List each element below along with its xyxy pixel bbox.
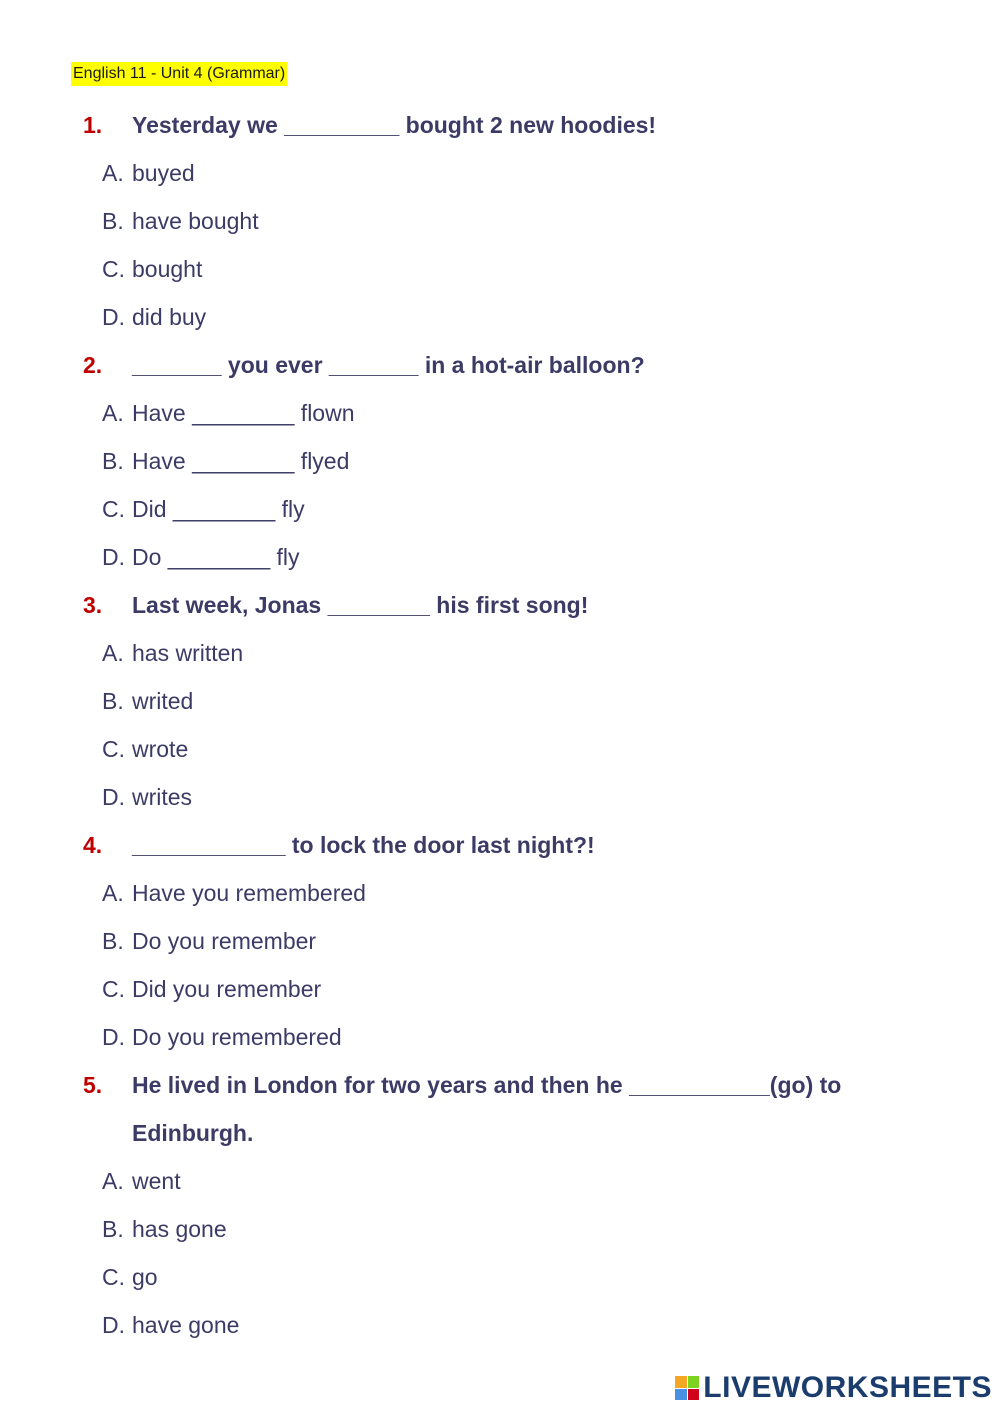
worksheet-title: English 11 - Unit 4 (Grammar): [71, 62, 287, 86]
question-text: _______ you ever _______ in a hot-air balloon?: [132, 352, 645, 378]
option-text[interactable]: Did ________ fly: [132, 496, 305, 522]
option-text[interactable]: wrote: [132, 736, 189, 762]
liveworksheets-logo: [675, 1371, 992, 1405]
option-letter: C.: [102, 976, 125, 1002]
option-text[interactable]: Do you remember: [132, 928, 317, 954]
option-letter: C.: [102, 496, 125, 522]
option-letter: B.: [102, 208, 124, 234]
question-number: 1.: [83, 112, 103, 138]
option-letter: A.: [102, 640, 124, 666]
option-letter: C.: [102, 256, 125, 282]
option-letter: C.: [102, 736, 125, 762]
option-letter: B.: [102, 688, 124, 714]
option-letter: A.: [102, 1168, 124, 1194]
question-number: 2.: [83, 352, 103, 378]
option-text[interactable]: Do ________ fly: [132, 544, 300, 570]
question-text: Last week, Jonas ________ his first song!: [132, 592, 589, 618]
question-number: 3.: [83, 592, 103, 618]
option-text[interactable]: Have ________ flown: [132, 400, 355, 426]
option-text[interactable]: writes: [132, 784, 193, 810]
option-text[interactable]: Do you remembered: [132, 1024, 342, 1050]
question-number: 5.: [83, 1072, 103, 1098]
question-text: ____________ to lock the door last night?!: [132, 832, 595, 858]
option-text[interactable]: go: [132, 1264, 158, 1290]
option-letter: D.: [102, 544, 125, 570]
option-text[interactable]: have gone: [132, 1312, 240, 1338]
option-text[interactable]: Did you remember: [132, 976, 322, 1002]
option-text[interactable]: Have ________ flyed: [132, 448, 350, 474]
option-letter: B.: [102, 1216, 124, 1242]
question-text-continued: Edinburgh.: [132, 1120, 254, 1146]
option-text[interactable]: writed: [132, 688, 194, 714]
option-letter: B.: [102, 448, 124, 474]
option-text[interactable]: has written: [132, 640, 244, 666]
option-letter: C.: [102, 1264, 125, 1290]
option-letter: D.: [102, 1024, 125, 1050]
option-letter: D.: [102, 784, 125, 810]
question-text: Yesterday we _________ bought 2 new hoodies!: [132, 112, 657, 138]
option-text[interactable]: bought: [132, 256, 203, 282]
option-text[interactable]: did buy: [132, 304, 207, 330]
option-letter: D.: [102, 1312, 125, 1338]
question-number: 4.: [83, 832, 103, 858]
option-letter: A.: [102, 400, 124, 426]
question-text: He lived in London for two years and then he ___________(go) to: [132, 1072, 842, 1098]
option-letter: B.: [102, 928, 124, 954]
option-letter: A.: [102, 160, 124, 186]
logo-grid-icon: [675, 1376, 699, 1400]
logo-text: LIVEWORKSHEETS: [703, 1371, 992, 1404]
option-letter: D.: [102, 304, 125, 330]
option-text[interactable]: have bought: [132, 208, 259, 234]
option-text[interactable]: has gone: [132, 1216, 227, 1242]
option-text[interactable]: Have you remembered: [132, 880, 366, 906]
option-text[interactable]: went: [132, 1168, 181, 1194]
option-text[interactable]: buyed: [132, 160, 195, 186]
option-letter: A.: [102, 880, 124, 906]
